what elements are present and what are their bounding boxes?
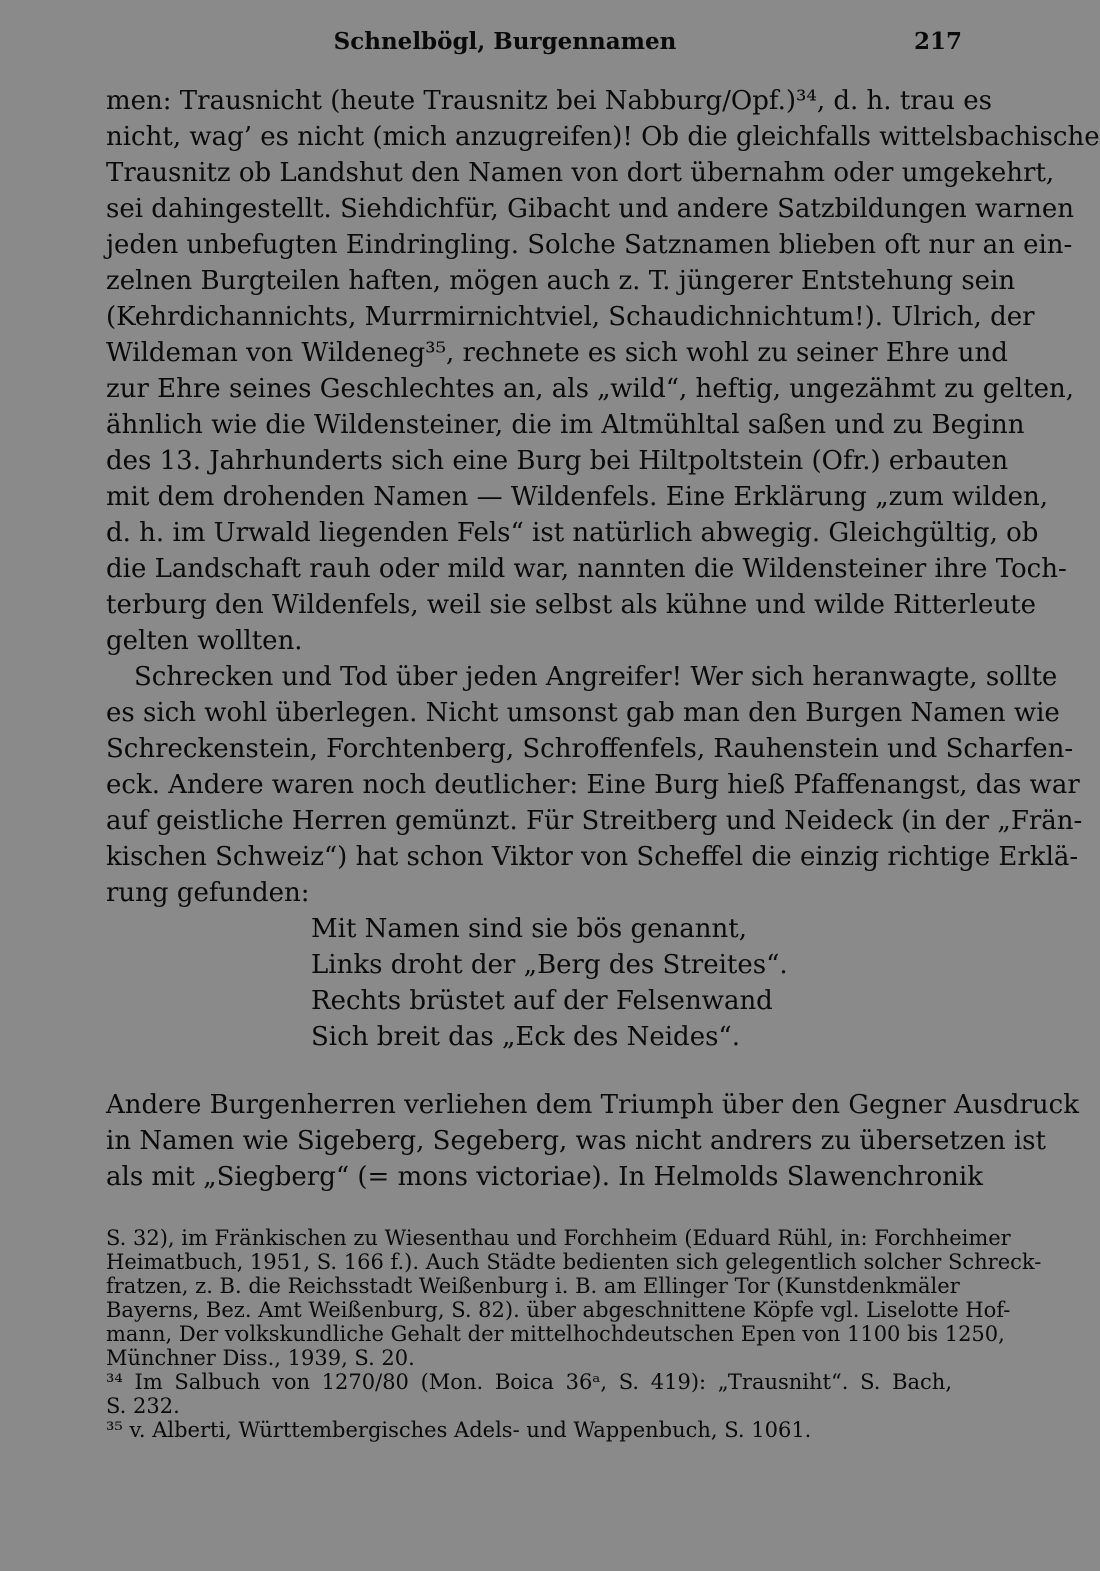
text-line: gelten wollten. (106, 626, 303, 656)
text-line: Schreckenstein, Forchtenberg, Schroffenfels, Rauhenstein und Scharfen- (106, 734, 1074, 764)
text-line: Wildeman von Wildeneg³⁵, rechnete es sich wohl zu seiner Ehre und (106, 338, 1008, 368)
text-line: die Landschaft rauh oder mild war, nannten die Wildensteiner ihre Toch- (106, 554, 1067, 584)
verse-line: Mit Namen sind sie bös genannt, (311, 914, 747, 944)
footnote-line: Heimatbuch, 1951, S. 166 f.). Auch Städte bedienten sich gelegentlich solcher Schreck- (106, 1250, 1042, 1274)
running-title: Schnelbögl, Burgennamen (333, 28, 677, 55)
text-line: (Kehrdichannichts, Murrmirnichtviel, Schaudichnichtum!). Ulrich, der (106, 302, 1035, 332)
text-line: d. h. im Urwald liegenden Fels“ ist natürlich abwegig. Gleichgültig, ob (106, 518, 1039, 548)
verse-line: Rechts brüstet auf der Felsenwand (311, 986, 773, 1016)
footnote-line: Münchner Diss., 1939, S. 20. (106, 1346, 415, 1370)
footnote-34: ³⁴ Im Salbuch von 1270/80 (Mon. Boica 36ᵃ, S. 419): „Trausniht“. S. Bach, (106, 1370, 952, 1394)
text-line: Trausnitz ob Landshut den Namen von dort übernahm oder umgekehrt, (106, 158, 1055, 188)
text-line: als mit „Siegberg“ (= mons victoriae). In Helmolds Slawenchronik (106, 1162, 983, 1192)
text-line: ähnlich wie die Wildensteiner, die im Altmühltal saßen und zu Beginn (106, 410, 1025, 440)
text-line: men: Trausnicht (heute Trausnitz bei Nabburg/Opf.)³⁴, d. h. trau es (106, 86, 992, 116)
text-line: auf geistliche Herren gemünzt. Für Streitberg und Neideck (in der „Frän- (106, 806, 1083, 836)
text-line: jeden unbefugten Eindringling. Solche Satznamen blieben oft nur an ein- (106, 230, 1073, 260)
verse-line: Sich breit das „Eck des Neides“. (311, 1022, 740, 1052)
text-line: nicht, wag’ es nicht (mich anzugreifen)! Ob die gleichfalls wittelsbachische (106, 122, 1100, 152)
footnote-line: fratzen, z. B. die Reichsstadt Weißenburg i. B. am Ellinger Tor (Kunstdenkmäler (106, 1274, 960, 1298)
verse-line: Links droht der „Berg des Streites“. (311, 950, 788, 980)
footnote-line: S. 32), im Fränkischen zu Wiesenthau und Forchheim (Eduard Rühl, in: Forchheimer (106, 1226, 1011, 1250)
text-line: zur Ehre seines Geschlechtes an, als „wild“, heftig, ungezähmt zu gelten, (106, 374, 1074, 404)
text-line: es sich wohl überlegen. Nicht umsonst gab man den Burgen Namen wie (106, 698, 1060, 728)
running-head (0, 24, 1000, 58)
text-line: sei dahingestellt. Siehdichfür, Gibacht und andere Satzbildungen warnen (106, 194, 1075, 224)
footnote-35: ³⁵ v. Alberti, Württembergisches Adels- und Wappenbuch, S. 1061. (106, 1418, 812, 1442)
text-line: Schrecken und Tod über jeden Angreifer! Wer sich heranwagte, sollte (134, 662, 1058, 692)
footnote-line: mann, Der volkskundliche Gehalt der mittelhochdeutschen Epen von 1100 bis 1250, (106, 1322, 1005, 1346)
text-line: kischen Schweiz“) hat schon Viktor von Scheffel die einzig richtige Erklä- (106, 842, 1079, 872)
text-line: mit dem drohenden Namen — Wildenfels. Eine Erklärung „zum wilden, (106, 482, 1048, 512)
text-line: terburg den Wildenfels, weil sie selbst als kühne und wilde Ritterleute (106, 590, 1037, 620)
text-line: eck. Andere waren noch deutlicher: Eine Burg hieß Pfaffenangst, das war (106, 770, 1080, 800)
text-line: rung gefunden: (106, 878, 310, 908)
footnote-line: Bayerns, Bez. Amt Weißenburg, S. 82). über abgeschnittene Köpfe vgl. Liselotte Hof- (106, 1298, 1011, 1322)
footnote-line: S. 232. (106, 1394, 180, 1418)
text-line: des 13. Jahrhunderts sich eine Burg bei Hiltpoltstein (Ofr.) erbauten (106, 446, 1009, 476)
text-line: Andere Burgenherren verliehen dem Triumph über den Gegner Ausdruck (106, 1090, 1079, 1120)
text-line: zelnen Burgteilen haften, mögen auch z. T. jüngerer Entstehung sein (106, 266, 1016, 296)
text-line: in Namen wie Sigeberg, Segeberg, was nicht andrers zu übersetzen ist (106, 1126, 1046, 1156)
page-number: 217 (913, 28, 962, 55)
